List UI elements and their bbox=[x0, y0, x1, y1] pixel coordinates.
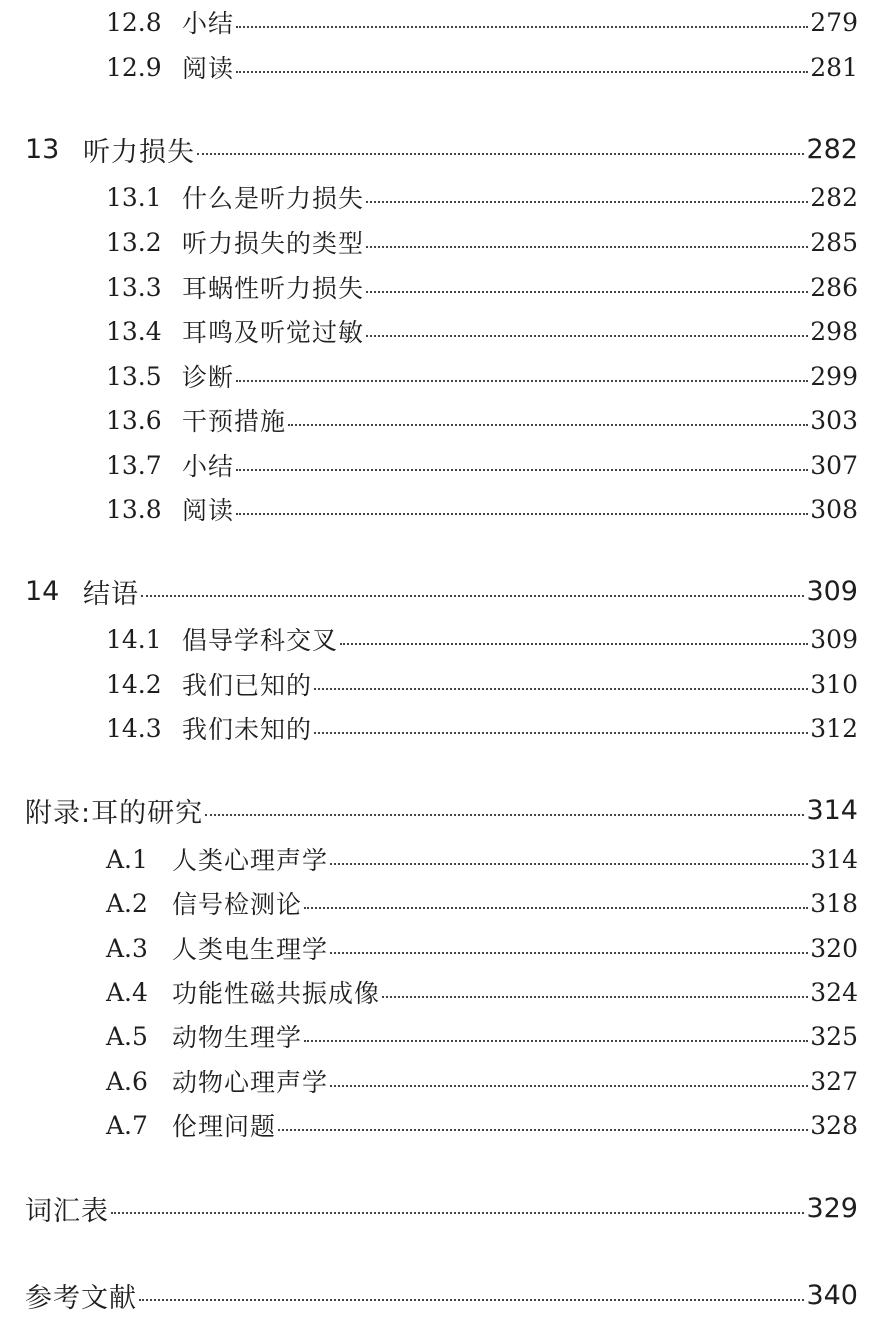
entry-title: 小结 bbox=[182, 452, 235, 481]
dot-leader bbox=[366, 199, 808, 203]
entry-page: 299 bbox=[810, 361, 858, 391]
dot-leader bbox=[366, 289, 808, 293]
chapter-page: 282 bbox=[806, 133, 858, 165]
toc-entry[interactable] bbox=[0, 400, 882, 440]
dot-leader bbox=[330, 861, 808, 865]
entry-title: 干预措施 bbox=[182, 407, 287, 436]
entry-page: 282 bbox=[810, 182, 858, 212]
entry-page: 314 bbox=[810, 844, 858, 874]
dot-leader bbox=[366, 333, 808, 337]
entry-number: 13.7 bbox=[106, 450, 162, 480]
entry-title: 动物生理学 bbox=[172, 1023, 303, 1052]
dot-leader bbox=[236, 467, 808, 471]
entry-number: 13.4 bbox=[106, 316, 162, 346]
toc-chapter[interactable] bbox=[0, 129, 882, 169]
entry-number: A.6 bbox=[106, 1066, 148, 1096]
dot-leader bbox=[366, 244, 808, 248]
entry-title: 阅读 bbox=[182, 496, 235, 525]
entry-title: 人类心理声学 bbox=[172, 846, 329, 875]
entry-number: 12.9 bbox=[106, 52, 162, 82]
chapter-title: 附录:耳的研究 bbox=[25, 797, 204, 829]
chapter-page: 329 bbox=[806, 1192, 858, 1224]
entry-number: A.4 bbox=[106, 977, 148, 1007]
dot-leader bbox=[330, 950, 808, 954]
entry-page: 310 bbox=[810, 669, 858, 699]
toc-entry[interactable] bbox=[0, 177, 882, 217]
toc-entry[interactable] bbox=[0, 489, 882, 529]
toc-entry[interactable] bbox=[0, 445, 882, 485]
toc-entry[interactable] bbox=[0, 839, 882, 879]
entry-title: 我们未知的 bbox=[182, 715, 313, 744]
entry-title: 伦理问题 bbox=[172, 1112, 277, 1141]
toc-chapter[interactable] bbox=[0, 790, 882, 830]
dot-leader bbox=[330, 1083, 808, 1087]
toc-entry[interactable] bbox=[0, 1105, 882, 1145]
entry-page: 327 bbox=[810, 1066, 858, 1096]
toc-entry[interactable] bbox=[0, 267, 882, 307]
dot-leader bbox=[236, 378, 808, 382]
entry-number: 14.1 bbox=[106, 624, 162, 654]
entry-number: 14.3 bbox=[106, 713, 162, 743]
entry-title: 听力损失的类型 bbox=[182, 229, 365, 258]
entry-title: 耳鸣及听觉过敏 bbox=[182, 318, 365, 347]
entry-page: 279 bbox=[810, 7, 858, 37]
entry-number: 12.8 bbox=[106, 7, 162, 37]
dot-leader bbox=[304, 1038, 808, 1042]
entry-title: 耳蜗性听力损失 bbox=[182, 274, 365, 303]
toc-entry[interactable] bbox=[0, 972, 882, 1012]
toc-entry[interactable] bbox=[0, 2, 882, 42]
dot-leader bbox=[141, 593, 804, 597]
entry-number: A.2 bbox=[106, 888, 148, 918]
entry-number: A.1 bbox=[106, 844, 148, 874]
toc-entry[interactable] bbox=[0, 1016, 882, 1056]
chapter-title: 词汇表 bbox=[25, 1195, 109, 1227]
entry-title: 人类电生理学 bbox=[172, 935, 329, 964]
toc-entry[interactable] bbox=[0, 47, 882, 87]
entry-title: 动物心理声学 bbox=[172, 1068, 329, 1097]
dot-leader bbox=[197, 151, 804, 155]
entry-page: 298 bbox=[810, 316, 858, 346]
toc-entry[interactable] bbox=[0, 311, 882, 351]
entry-page: 325 bbox=[810, 1021, 858, 1051]
entry-page: 328 bbox=[810, 1110, 858, 1140]
dot-leader bbox=[304, 905, 808, 909]
dot-leader bbox=[314, 686, 808, 690]
entry-page: 285 bbox=[810, 227, 858, 257]
chapter-title: 结语 bbox=[83, 578, 139, 610]
entry-page: 324 bbox=[810, 977, 858, 1007]
entry-number: 13.3 bbox=[106, 272, 162, 302]
toc-entry[interactable] bbox=[0, 928, 882, 968]
dot-leader bbox=[288, 422, 808, 426]
dot-leader bbox=[205, 812, 804, 816]
entry-number: 13.5 bbox=[106, 361, 162, 391]
entry-page: 308 bbox=[810, 494, 858, 524]
dot-leader bbox=[340, 641, 808, 645]
toc-chapter[interactable] bbox=[0, 1275, 882, 1315]
toc-entry[interactable] bbox=[0, 619, 882, 659]
entry-title: 我们已知的 bbox=[182, 671, 313, 700]
entry-number: 13.1 bbox=[106, 182, 162, 212]
entry-title: 诊断 bbox=[182, 363, 235, 392]
chapter-page: 340 bbox=[806, 1279, 858, 1311]
entry-title: 倡导学科交叉 bbox=[182, 626, 339, 655]
entry-title: 小结 bbox=[182, 9, 235, 38]
toc-entry[interactable] bbox=[0, 883, 882, 923]
entry-page: 318 bbox=[810, 888, 858, 918]
entry-page: 309 bbox=[810, 624, 858, 654]
entry-page: 307 bbox=[810, 450, 858, 480]
entry-number: 13.8 bbox=[106, 494, 162, 524]
entry-page: 281 bbox=[810, 52, 858, 82]
chapter-page: 309 bbox=[806, 575, 858, 607]
dot-leader bbox=[139, 1297, 804, 1301]
entry-page: 312 bbox=[810, 713, 858, 743]
toc-entry[interactable] bbox=[0, 356, 882, 396]
entry-number: 14.2 bbox=[106, 669, 162, 699]
toc-entry[interactable] bbox=[0, 222, 882, 262]
dot-leader bbox=[382, 994, 808, 998]
toc-entry[interactable] bbox=[0, 708, 882, 748]
dot-leader bbox=[278, 1127, 808, 1131]
entry-number: 13.2 bbox=[106, 227, 162, 257]
entry-number: A.5 bbox=[106, 1021, 148, 1051]
toc-chapter[interactable] bbox=[0, 571, 882, 611]
entry-number: A.3 bbox=[106, 933, 148, 963]
dot-leader bbox=[236, 511, 808, 515]
chapter-title: 参考文献 bbox=[25, 1282, 137, 1314]
entry-page: 320 bbox=[810, 933, 858, 963]
entry-page: 303 bbox=[810, 405, 858, 435]
entry-title: 信号检测论 bbox=[172, 890, 303, 919]
dot-leader bbox=[236, 69, 808, 73]
entry-title: 什么是听力损失 bbox=[182, 184, 365, 213]
dot-leader bbox=[314, 730, 808, 734]
chapter-number: 14 bbox=[25, 575, 60, 607]
toc-chapter[interactable] bbox=[0, 1188, 882, 1228]
chapter-page: 314 bbox=[806, 794, 858, 826]
dot-leader bbox=[236, 24, 808, 28]
entry-title: 阅读 bbox=[182, 54, 235, 83]
toc-entry[interactable] bbox=[0, 664, 882, 704]
toc-entry[interactable] bbox=[0, 1061, 882, 1101]
entry-number: A.7 bbox=[106, 1110, 148, 1140]
entry-page: 286 bbox=[810, 272, 858, 302]
entry-title: 功能性磁共振成像 bbox=[172, 979, 381, 1008]
entry-number: 13.6 bbox=[106, 405, 162, 435]
chapter-title: 听力损失 bbox=[83, 136, 195, 168]
dot-leader bbox=[111, 1210, 804, 1214]
chapter-number: 13 bbox=[25, 133, 60, 165]
